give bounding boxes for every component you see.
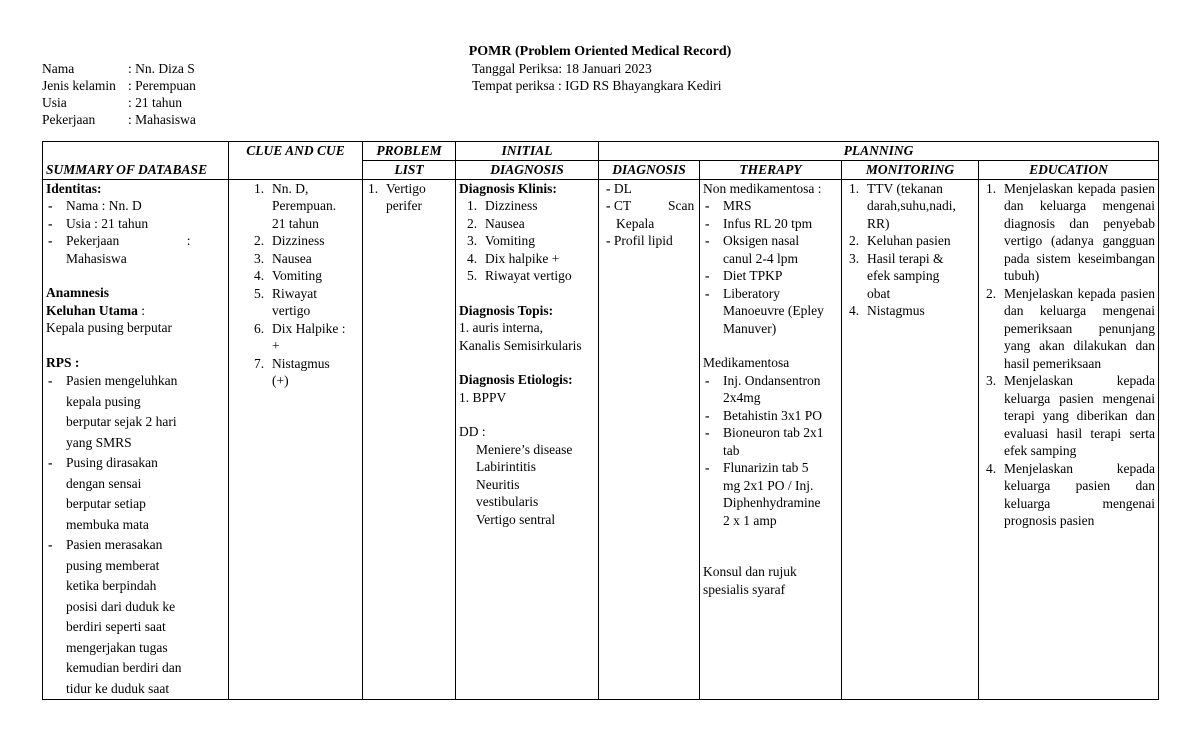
clue-item — [252, 320, 359, 355]
patient-name-label: Nama — [42, 61, 75, 76]
clue-number: 6. — [254, 320, 265, 336]
klinis-text: Riwayat vertigo — [485, 268, 572, 283]
education-number: 2. — [986, 285, 997, 301]
patient-job-row — [42, 111, 196, 128]
therapy-line: Manuver) — [723, 320, 777, 336]
klinis-title: Diagnosis Klinis: — [459, 180, 557, 196]
klinis-text: Dix halpike + — [485, 250, 560, 266]
monitoring-number: 4. — [849, 303, 860, 318]
clue-item — [252, 232, 359, 250]
topis-line: 1. auris interna, — [459, 320, 543, 335]
dd-item: Meniere’s disease — [476, 441, 573, 457]
rps-item — [46, 535, 225, 699]
rps-line: yang SMRS — [66, 434, 132, 450]
keluhan-text: Kepala pusing berputar — [46, 320, 172, 335]
problem-list — [366, 180, 452, 215]
rps-line: - Pusing dirasakan — [66, 455, 158, 470]
monitoring-item — [847, 250, 975, 303]
monitoring-line: Nistagmus — [867, 303, 925, 318]
therapy-line: - Liberatory — [723, 285, 780, 301]
klinis-number: 5. — [467, 268, 478, 283]
non-medikamentosa-list — [703, 197, 838, 337]
exam-date: Tanggal Periksa: 18 Januari 2023 — [472, 61, 652, 76]
header-education: EDUCATION — [979, 161, 1159, 180]
plan-diagnosis-cell — [599, 179, 700, 700]
monitoring-number: 1. — [849, 180, 860, 196]
clue-number: 7. — [254, 355, 265, 371]
therapy-item — [703, 459, 838, 529]
patient-sex-label: Jenis kelamin — [42, 78, 116, 93]
therapy-line: Diphenhydramine — [723, 495, 821, 510]
therapy-item — [703, 407, 838, 425]
clue-line: + — [272, 338, 280, 353]
therapy-item — [703, 232, 838, 267]
monitoring-line: efek samping — [867, 268, 940, 283]
patient-age-label: Usia — [42, 95, 67, 110]
topis-title: Diagnosis Topis: — [459, 302, 554, 318]
rps-line: ketika berpindah — [66, 578, 157, 593]
plan-diagnosis-item — [602, 215, 696, 233]
rps-item — [46, 371, 225, 453]
monitoring-line: TTV (tekanan — [867, 180, 943, 196]
rps-title: RPS : — [46, 354, 80, 370]
konsul-line: spesialis syaraf — [703, 581, 786, 597]
header-problem-bottom: LIST — [363, 161, 456, 180]
clue-item — [252, 180, 359, 233]
clue-number: 2. — [254, 233, 265, 248]
clue-line: Riwayat — [272, 285, 317, 301]
rps-line: mengerjakan tugas — [66, 639, 168, 655]
clue-line: Vomiting — [272, 268, 323, 283]
rps-line: berputar sejak 2 hari — [66, 414, 177, 429]
therapy-item — [703, 267, 838, 285]
clue-number: 1. — [254, 180, 265, 196]
klinis-list — [459, 197, 595, 285]
klinis-text: Vomiting — [485, 233, 536, 248]
rps-line: pusing memberat — [66, 557, 160, 573]
therapy-line: - Flunarizin tab 5 — [723, 460, 809, 475]
header-initial-top: INITIAL — [456, 142, 599, 161]
clue-number: 4. — [254, 268, 265, 283]
klinis-number: 2. — [467, 215, 478, 231]
rps-item — [46, 453, 225, 535]
therapy-line: - Betahistin 3x1 PO — [723, 407, 823, 423]
therapy-line: tab — [723, 442, 740, 458]
therapy-cell — [700, 179, 842, 700]
plan-diagnosis-dash: - — [606, 233, 614, 248]
rps-line: membuka mata — [66, 516, 149, 532]
monitoring-line: Hasil terapi & — [867, 250, 944, 266]
header-summary: SUMMARY OF DATABASE — [43, 142, 229, 180]
keluhan-colon: : — [137, 302, 146, 318]
monitoring-list — [845, 180, 975, 320]
education-text: Menjelaskan kepada keluarga pasien dan keluarga mengenai prognosis pasien — [1004, 460, 1155, 528]
header-therapy: THERAPY — [700, 161, 842, 180]
identitas-item-value: Mahasiswa — [66, 250, 127, 266]
clue-line: Nausea — [272, 250, 312, 266]
monitoring-item — [847, 232, 975, 250]
plan-diagnosis-text: Profil lipid — [613, 233, 673, 248]
therapy-line: - Infus RL 20 tpm — [723, 215, 813, 231]
medikamentosa-list — [703, 372, 838, 530]
rps-line: kemudian berdiri dan — [66, 660, 182, 675]
plan-diagnosis-text: Kepala — [616, 215, 655, 231]
therapy-line: - Oksigen nasal — [723, 233, 800, 248]
klinis-number: 4. — [467, 250, 478, 266]
header-problem-top: PROBLEM — [363, 142, 456, 161]
etiologis-text: 1. BPPV — [459, 389, 507, 405]
rps-line: dengan sensai — [66, 475, 142, 491]
dd-title: DD : — [459, 424, 486, 439]
exam-place: Tempat periksa : IGD RS Bhayangkara Kediri — [472, 78, 722, 93]
document-title: POMR (Problem Oriented Medical Record) — [468, 44, 732, 59]
clue-line: Nistagmus — [272, 355, 330, 371]
therapy-item — [703, 372, 838, 407]
keluhan-heading — [46, 302, 225, 320]
etiologis-title: Diagnosis Etiologis: — [459, 372, 573, 387]
klinis-text: Nausea — [485, 215, 525, 231]
medikamentosa-title: Medikamentosa — [703, 355, 790, 370]
dd-item: Vertigo sentral — [476, 511, 556, 527]
therapy-line: - Diet TPKP — [723, 268, 783, 283]
education-number: 4. — [986, 460, 997, 476]
anamnesis-title: Anamnesis — [46, 285, 110, 300]
dd-item: vestibularis — [476, 494, 539, 509]
klinis-item — [465, 215, 595, 233]
patient-age-row — [42, 94, 182, 111]
problem-line: perifer — [386, 198, 422, 213]
problem-cell — [363, 179, 456, 700]
identitas-item: - Nama : Nn. D — [46, 197, 225, 215]
header-clue: CLUE AND CUE — [229, 142, 363, 180]
identitas-item-label: Pekerjaan : — [66, 233, 191, 248]
non-medikamentosa-title: Non medikamentosa : — [703, 180, 822, 196]
header-monitoring: MONITORING — [842, 161, 979, 180]
plan-diagnosis-item — [602, 180, 696, 198]
patient-name-value: : Nn. Diza S — [128, 61, 195, 76]
identitas-list — [46, 197, 225, 267]
clue-cell — [229, 179, 363, 700]
header-planning: PLANNING — [599, 142, 1159, 161]
rps-line: - Pasien merasakan — [66, 537, 163, 552]
plan-diagnosis-dash: - — [606, 180, 614, 196]
rps-line: tidur ke duduk saat — [66, 680, 170, 696]
education-text: Menjelaskan kepada pasien dan keluarga mengenai pemeriksaan penunjang yang akan dilakukan dan hasil pemeriksaan — [1004, 285, 1155, 371]
plan-diagnosis-text: CT Scan — [613, 198, 695, 213]
monitoring-number: 2. — [849, 233, 860, 248]
education-item — [984, 372, 1155, 460]
therapy-line: - Bioneuron tab 2x1 — [723, 425, 824, 440]
education-item — [984, 180, 1155, 285]
clue-list — [232, 180, 359, 390]
monitoring-item — [847, 180, 975, 233]
problem-line: Vertigo — [386, 180, 426, 196]
klinis-item — [465, 250, 595, 268]
problem-item — [366, 180, 452, 215]
plan-diagnosis-item — [602, 232, 696, 250]
therapy-line: mg 2x1 PO / Inj. — [723, 477, 814, 493]
monitoring-cell — [842, 179, 979, 700]
header-initial-bottom: DIAGNOSIS — [456, 161, 599, 180]
klinis-item — [465, 267, 595, 285]
patient-sex-value: : Perempuan — [128, 78, 196, 93]
therapy-line: 2 x 1 amp — [723, 512, 777, 528]
clue-item — [252, 285, 359, 320]
education-number: 1. — [986, 180, 997, 196]
therapy-line: - Inj. Ondansentron — [723, 372, 821, 388]
identitas-item — [46, 232, 225, 267]
dd-item: Labirintitis — [476, 459, 536, 474]
monitoring-line: obat — [867, 285, 891, 301]
clue-line: Dix Halpike : — [272, 320, 346, 336]
therapy-line: 2x4mg — [723, 390, 761, 405]
education-list — [982, 180, 1155, 530]
clue-line: Dizziness — [272, 233, 325, 248]
education-cell — [979, 179, 1159, 700]
topis-line: Kanalis Semisirkularis — [459, 337, 582, 353]
klinis-item — [465, 232, 595, 250]
therapy-item — [703, 215, 838, 233]
identitas-title: Identitas: — [46, 180, 102, 196]
patient-job-label: Pekerjaan — [42, 112, 96, 127]
problem-number: 1. — [368, 180, 379, 196]
patient-name-row — [42, 60, 195, 77]
education-item — [984, 285, 1155, 373]
therapy-item — [703, 424, 838, 459]
education-text: Menjelaskan kepada pasien dan keluarga mengenai diagnosis dan penyebab vertigo (adanya gangguan pada sistem keseimbangan tubuh) — [1004, 180, 1155, 283]
identitas-item: - Usia : 21 tahun — [46, 215, 225, 233]
clue-item — [252, 250, 359, 268]
education-item — [984, 460, 1155, 530]
patient-age-value: : 21 tahun — [128, 95, 182, 110]
patient-sex-row — [42, 77, 196, 94]
monitoring-number: 3. — [849, 250, 860, 266]
plan-diagnosis-dash: - — [606, 198, 614, 213]
therapy-item — [703, 197, 838, 215]
header-diagnosis: DIAGNOSIS — [599, 161, 700, 180]
monitoring-item — [847, 302, 975, 320]
klinis-text: Dizziness — [485, 198, 538, 213]
therapy-line: Manoeuvre (Epley — [723, 303, 824, 318]
dd-item: Neuritis — [476, 476, 520, 492]
initial-cell — [456, 179, 599, 700]
clue-item — [252, 267, 359, 285]
clue-line: Nn. D, — [272, 180, 309, 196]
education-number: 3. — [986, 373, 997, 388]
konsul-line: Konsul dan rujuk — [703, 564, 797, 579]
therapy-item — [703, 285, 838, 338]
therapy-line: canul 2-4 lpm — [723, 250, 798, 266]
clue-line: 21 tahun — [272, 215, 319, 231]
clue-number: 5. — [254, 285, 265, 301]
therapy-line: - MRS — [723, 198, 752, 213]
rps-line: - Pasien mengeluhkan — [66, 373, 178, 388]
clue-line: Perempuan. — [272, 198, 337, 213]
plan-diagnosis-text: DL — [613, 180, 632, 196]
monitoring-line: RR) — [867, 215, 890, 231]
clue-number: 3. — [254, 250, 265, 266]
pomr-table — [42, 141, 1159, 700]
clue-line: vertigo — [272, 303, 311, 318]
rps-list — [46, 371, 225, 699]
clue-line: (+) — [272, 373, 289, 388]
keluhan-title: Keluhan Utama — [46, 302, 138, 318]
clue-item — [252, 355, 359, 390]
monitoring-line: darah,suhu,nadi, — [867, 198, 956, 213]
plan-diagnosis-item — [602, 197, 696, 215]
rps-line: posisi dari duduk ke — [66, 598, 176, 614]
monitoring-line: Keluhan pasien — [867, 233, 951, 248]
summary-cell — [43, 179, 229, 700]
klinis-item — [465, 197, 595, 215]
patient-job-value: : Mahasiswa — [128, 112, 196, 127]
rps-line: berputar setiap — [66, 496, 146, 511]
rps-line: kepala pusing — [66, 393, 141, 409]
klinis-number: 1. — [467, 198, 478, 213]
klinis-number: 3. — [467, 233, 478, 248]
education-text: Menjelaskan kepada keluarga pasien mengenai terapi yang diberikan dan evaluasi hasil terapi serta efek samping — [1004, 373, 1155, 458]
rps-line: berdiri seperti saat — [66, 619, 166, 634]
